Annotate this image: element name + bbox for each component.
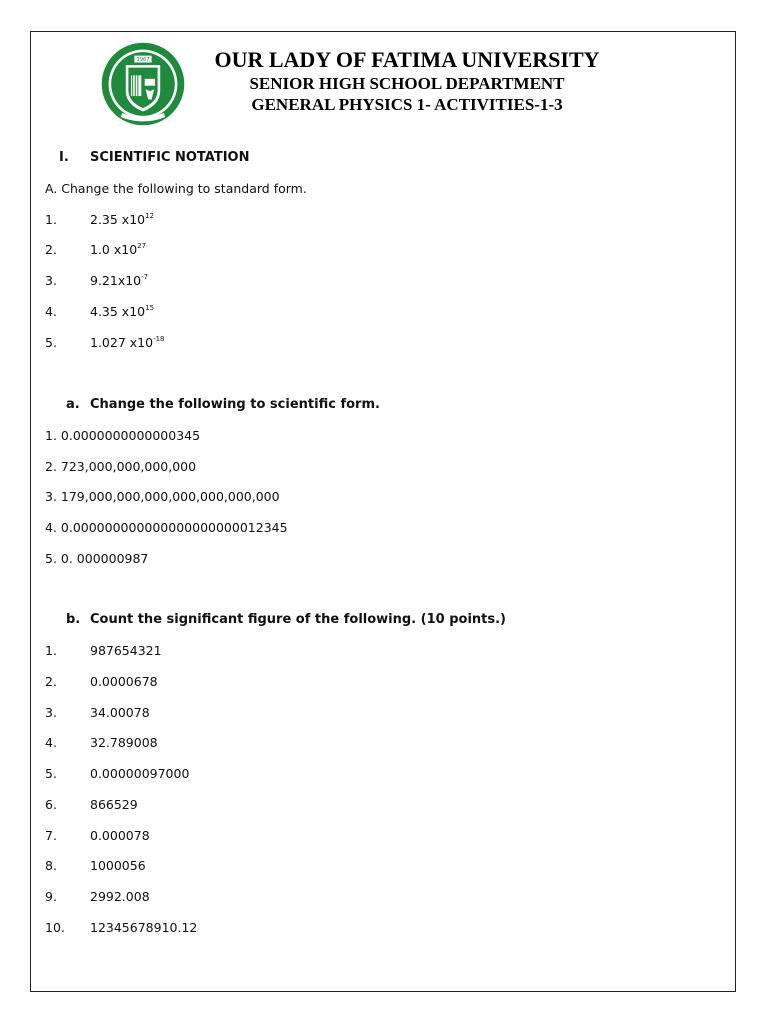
list-item-value: $9.21x10^{-7}$ (90, 273, 149, 288)
part-b-label: a. (66, 397, 80, 412)
list-item-number: 2. (45, 674, 57, 689)
page-border (30, 31, 736, 992)
list-item: 5. 0. 000000987 (45, 551, 149, 566)
list-item-value: 1.027 $x10^{-18}$ (90, 335, 165, 350)
list-item-value: 34.00078 (90, 705, 150, 720)
list-item: 2. 723,000,000,000,000 (45, 459, 197, 474)
university-name: OUR LADY OF FATIMA UNIVERSITY (214, 47, 600, 72)
list-item-number: 9. (45, 889, 57, 904)
list-item-number: 5. (45, 335, 57, 350)
list-item-value: 2.35 $x10^{12}$ (90, 212, 155, 227)
exponent: 12 (145, 212, 155, 220)
exponent: 15 (145, 304, 155, 312)
part-b-instruction: Change the following to scientific form. (90, 397, 380, 412)
list-item-value: 866529 (90, 797, 138, 812)
list-item-number: 6. (45, 797, 57, 812)
list-item-number: 1. (45, 212, 57, 227)
list-item-number: 10. (45, 920, 65, 935)
list-item-value: 1000056 (90, 858, 146, 873)
part-c-instruction: Count the significant figure of the following. (10 points.) (90, 612, 506, 627)
document-header (150, 47, 664, 115)
list-item-value: 0.00000097000 (90, 766, 190, 781)
department-name: SENIOR HIGH SCHOOL DEPARTMENT (249, 74, 565, 93)
seal-year: 1967 (136, 57, 150, 64)
list-item-number: 1. (45, 643, 57, 658)
list-item-value: 0.000078 (90, 828, 150, 843)
list-item-value: 987654321 (90, 643, 162, 658)
list-item: 4. 0.000000000000000000000012345 (45, 520, 288, 535)
list-item-number: 3. (45, 705, 57, 720)
section-numeral: I. (59, 150, 69, 165)
list-item-value: 32.789008 (90, 735, 158, 750)
list-item: 1. 0.0000000000000345 (45, 428, 201, 443)
list-item-number: 2. (45, 242, 57, 257)
exponent: 27 (137, 242, 147, 250)
list-item-value: 12345678910.12 (90, 920, 198, 935)
list-item-number: 8. (45, 858, 57, 873)
activity-title: GENERAL PHYSICS 1- ACTIVITIES-1-3 (251, 95, 563, 114)
part-a-instruction: A. Change the following to standard form. (45, 181, 307, 196)
list-item-number: 7. (45, 828, 57, 843)
part-c-label: b. (66, 612, 81, 627)
exponent: -18 (153, 335, 165, 343)
list-item-number: 3. (45, 273, 57, 288)
list-item-number: 4. (45, 735, 57, 750)
list-item-value: 2992.008 (90, 889, 150, 904)
list-item: 3. 179,000,000,000,000,000,000,000 (45, 489, 280, 504)
list-item-value: 4.35 $x10^{15}$ (90, 304, 155, 319)
section-title: SCIENTIFIC NOTATION (90, 150, 250, 165)
list-item-number: 4. (45, 304, 57, 319)
list-item-number: 5. (45, 766, 57, 781)
list-item-value: 1.0 $x10^{27}$ (90, 242, 147, 257)
exponent: -7 (141, 273, 149, 281)
list-item-value: 0.0000678 (90, 674, 158, 689)
